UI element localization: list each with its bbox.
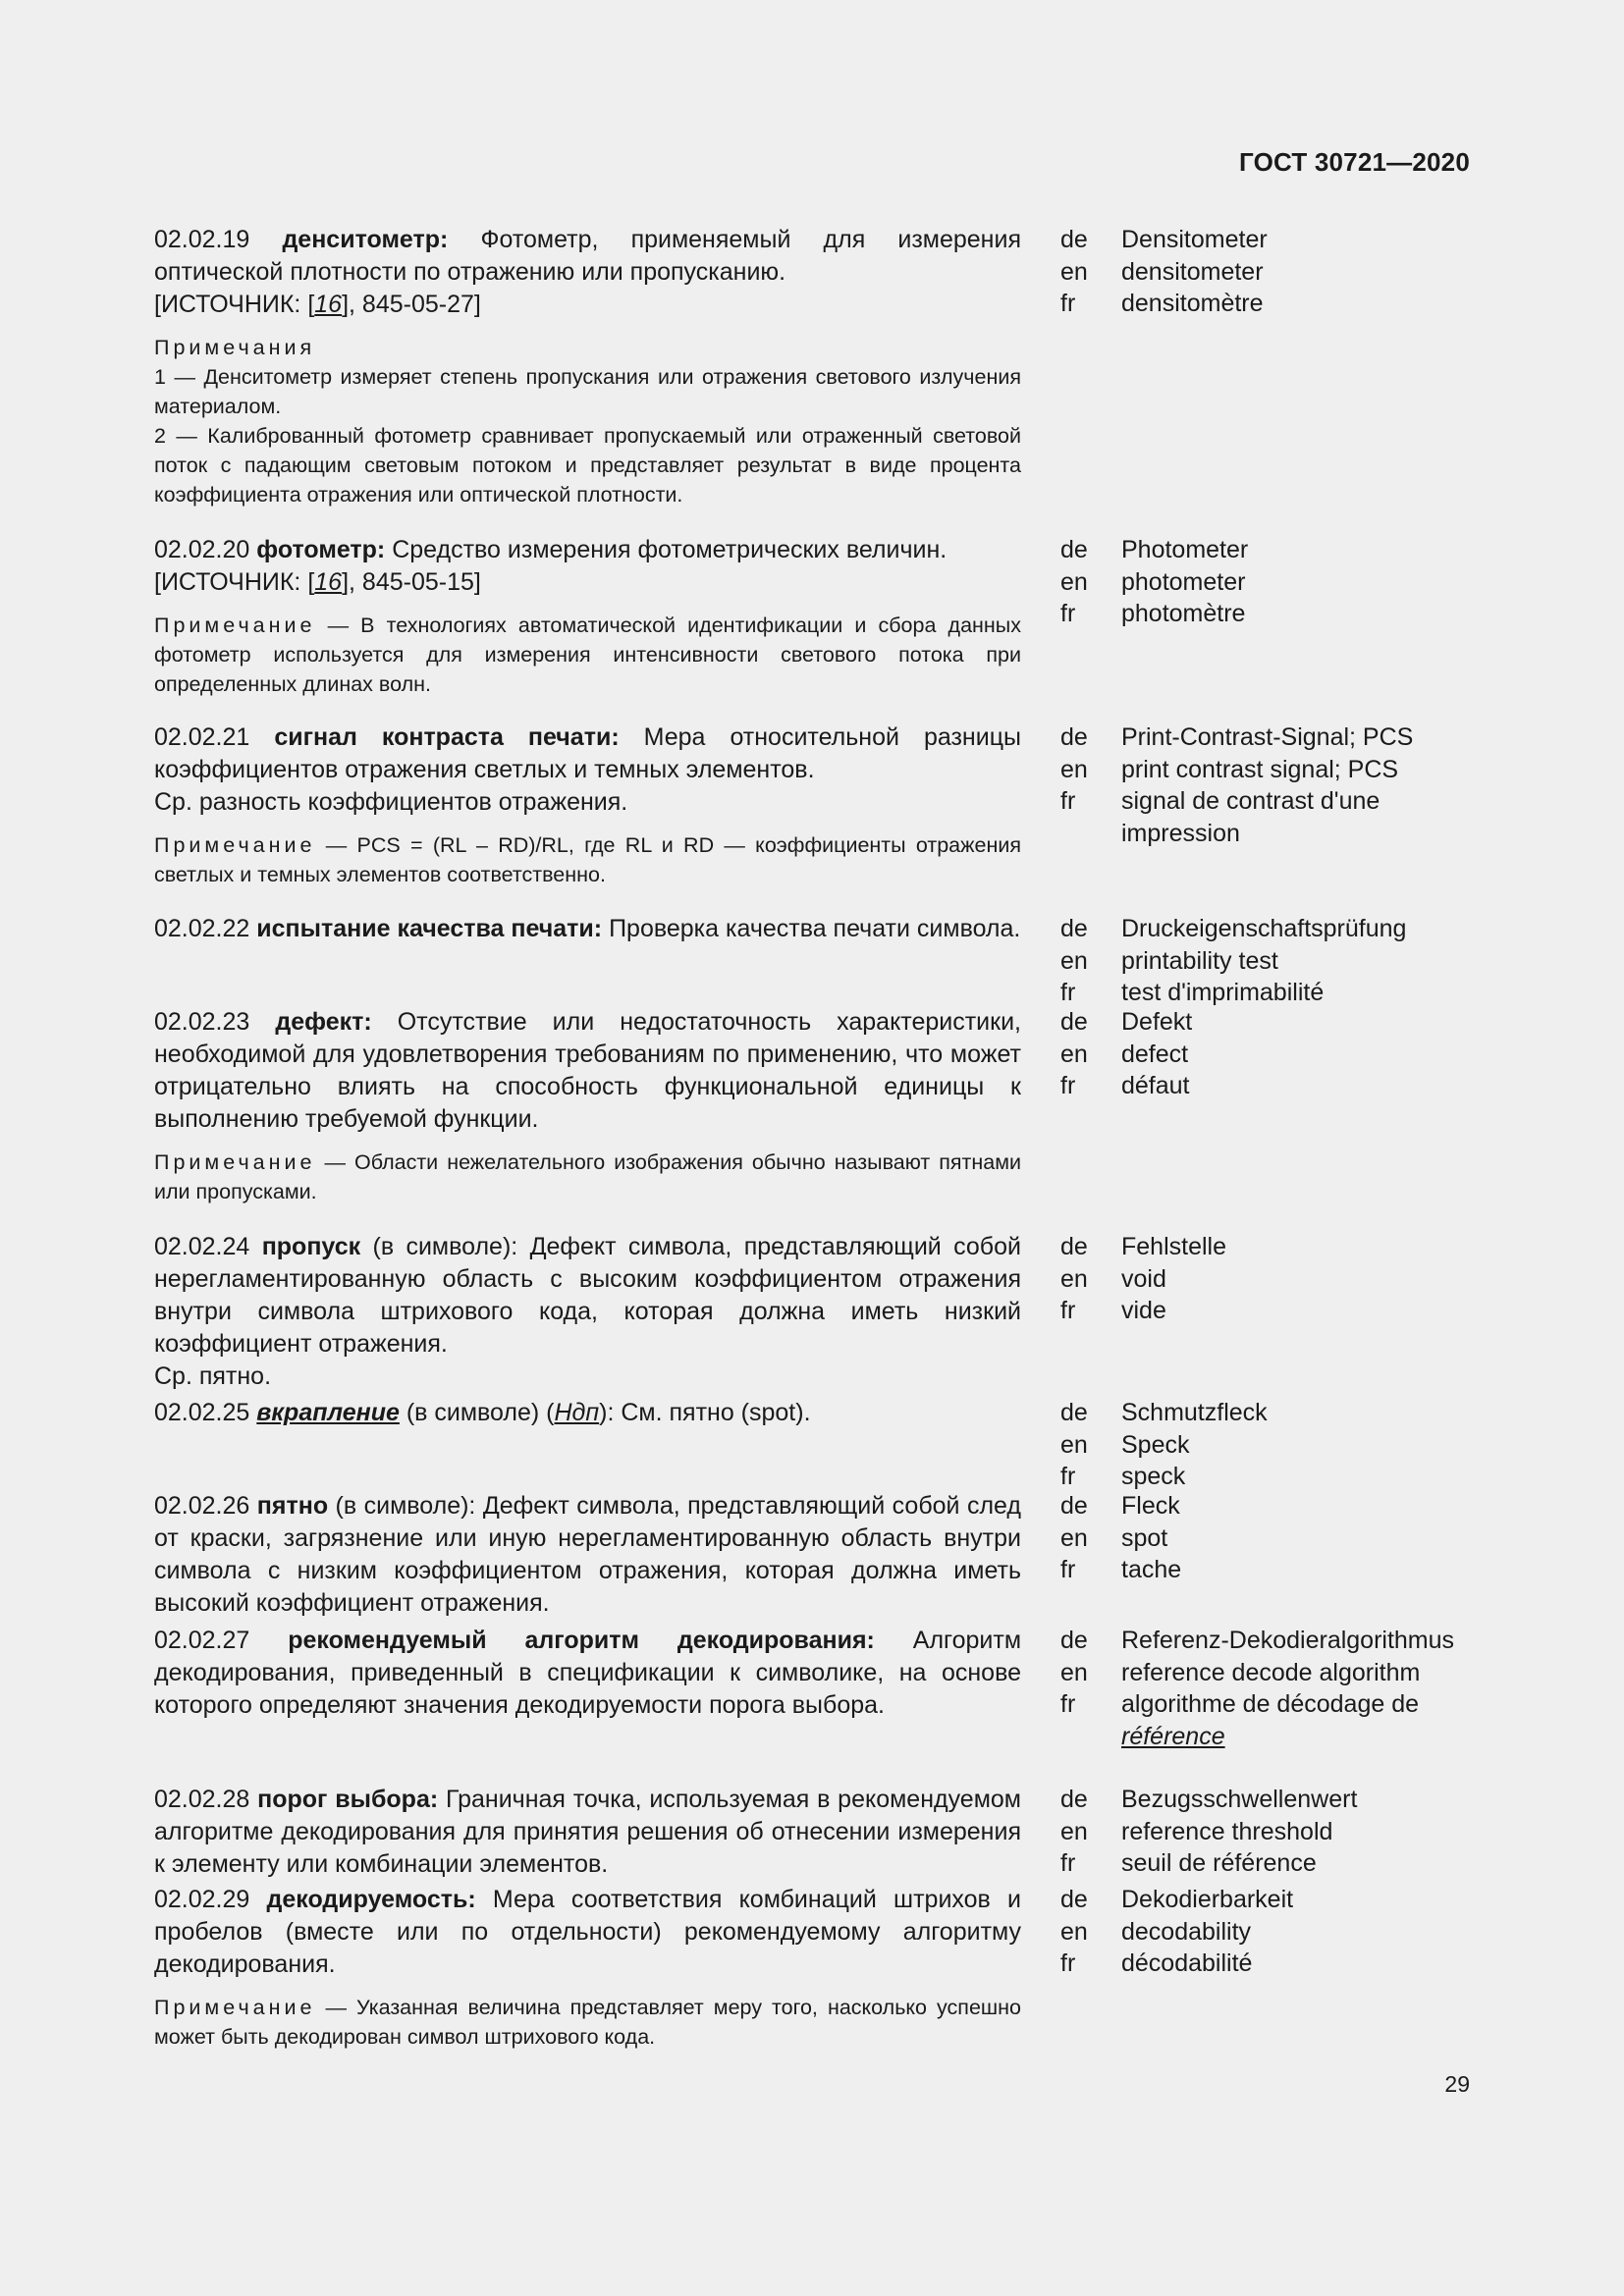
entry-number: 02.02.28 xyxy=(154,1786,250,1813)
term-row xyxy=(1060,1263,1473,1296)
note-text: — В технологиях автоматической идентификации и сбора данных фотометр используется для измерения интенсивности светового потока при определенных длинах волн. xyxy=(154,614,1021,696)
ndp-marker: Ндп xyxy=(554,1399,600,1426)
lang-code: en xyxy=(1060,1817,1088,1845)
definition-text: Фотометр, применяемый для измерения оптической плотности по отражению или пропусканию. xyxy=(154,226,1021,286)
term-row xyxy=(1060,1916,1473,1949)
entry-term: декодируемость: xyxy=(266,1886,476,1913)
definition-text: Граничная точка, используемая в рекомендуемом алгоритме декодирования для принятия решения об отнесении измерения к элементу или комбинации элементов. xyxy=(154,1786,1021,1878)
term-word: reference decode algorithm xyxy=(1121,1658,1421,1686)
lang-code: de xyxy=(1060,1399,1088,1426)
entry-number: 02.02.19 xyxy=(154,226,250,253)
note xyxy=(154,333,1021,509)
entry-number: 02.02.20 xyxy=(154,536,250,563)
term-word: Photometer xyxy=(1121,536,1249,563)
term-row xyxy=(1060,1554,1473,1586)
term-equivalents xyxy=(1060,534,1473,630)
term-word: Fleck xyxy=(1121,1492,1180,1520)
term-equivalents xyxy=(1060,1625,1473,1752)
lang-code: de xyxy=(1060,1233,1088,1260)
term-row xyxy=(1060,1039,1473,1071)
definition xyxy=(154,1490,1021,1620)
term-equivalents xyxy=(1060,1490,1473,1586)
lang-code: de xyxy=(1060,1492,1088,1520)
entry-term-deprecated: вкрапление xyxy=(256,1399,400,1426)
note-heading: Примечание xyxy=(154,614,316,637)
entry-term: фотометр: xyxy=(256,536,386,563)
definition xyxy=(154,1006,1021,1206)
lang-code: en xyxy=(1060,946,1088,975)
definition xyxy=(154,1625,1021,1722)
term-word: Schmutzfleck xyxy=(1121,1399,1268,1426)
term-row xyxy=(1060,1816,1473,1848)
lang-code: fr xyxy=(1060,1849,1076,1877)
lang-code: fr xyxy=(1060,1072,1076,1099)
term-equivalents xyxy=(1060,913,1473,1009)
source-ref-link[interactable]: 16 xyxy=(314,568,343,596)
note xyxy=(154,1993,1021,2052)
entry-number: 02.02.23 xyxy=(154,1008,250,1036)
entry-term: порог выбора: xyxy=(257,1786,439,1813)
lang-code: fr xyxy=(1060,1556,1076,1583)
term-row xyxy=(1060,1948,1473,1980)
definition xyxy=(154,534,1021,699)
term-equivalents xyxy=(1060,1884,1473,1980)
lang-code: de xyxy=(1060,1886,1088,1913)
term-row xyxy=(1060,1397,1473,1429)
definition-text: Проверка качества печати символа. xyxy=(602,915,1021,942)
term-word: seuil de référence xyxy=(1121,1849,1317,1877)
term-equivalents xyxy=(1060,1784,1473,1880)
term-row xyxy=(1060,1784,1473,1816)
term-word: tache xyxy=(1121,1556,1182,1583)
cross-reference: Ср. разность коэффициентов отражения. xyxy=(154,788,628,816)
term-equivalents xyxy=(1060,1231,1473,1327)
term-row xyxy=(1060,1490,1473,1522)
term-row xyxy=(1060,1522,1473,1555)
term-row xyxy=(1060,224,1473,256)
lang-code: fr xyxy=(1060,290,1076,317)
source-ref-link[interactable]: 16 xyxy=(314,291,343,318)
term-word: densitomètre xyxy=(1121,290,1264,317)
term-word: algorithme de décodage de référence xyxy=(1121,1690,1420,1750)
lang-code: de xyxy=(1060,226,1088,253)
term-row xyxy=(1060,1625,1473,1657)
term-row xyxy=(1060,785,1473,849)
lang-code: en xyxy=(1060,1264,1088,1293)
lang-code: fr xyxy=(1060,979,1076,1006)
term-word: print contrast signal; PCS xyxy=(1121,755,1399,783)
lang-code: de xyxy=(1060,723,1088,751)
parenthetical: (вместе или по отдельности) xyxy=(285,1918,662,1946)
lang-code: de xyxy=(1060,1627,1088,1654)
source: [ИСТОЧНИК: [16], 845-05-27] xyxy=(154,291,481,318)
note-heading: Примечание xyxy=(154,1150,316,1174)
term-word: Defekt xyxy=(1121,1008,1193,1036)
note-heading: Примечание xyxy=(154,833,316,857)
term-row xyxy=(1060,1070,1473,1102)
lang-code: en xyxy=(1060,567,1088,596)
document-id: ГОСТ 30721—2020 xyxy=(1239,147,1470,177)
term-word: photomètre xyxy=(1121,600,1246,627)
term-word: Bezugsschwellenwert xyxy=(1121,1786,1358,1813)
note xyxy=(154,611,1021,699)
term-row xyxy=(1060,566,1473,599)
definition xyxy=(154,1784,1021,1881)
entry-number: 02.02.25 xyxy=(154,1399,250,1426)
note-item: 2 — Калиброванный фотометр сравнивает пропускаемый или отраженный световой поток с падающим световым потоком и представляет результат в виде процента коэффициента отражения или оптической плотности. xyxy=(154,424,1021,507)
term-row xyxy=(1060,1006,1473,1039)
definition xyxy=(154,913,1021,945)
entry-term: пропуск xyxy=(261,1233,361,1260)
term-word: defect xyxy=(1121,1040,1189,1068)
definition: 02.02.25 вкрапление (в символе) (Ндп): См. пятно (spot). xyxy=(154,1399,811,1426)
lang-code: de xyxy=(1060,915,1088,942)
lang-code: fr xyxy=(1060,1297,1076,1324)
definition xyxy=(154,224,1021,509)
entry-term: денситометр: xyxy=(282,226,449,253)
definition-text: Отсутствие или недостаточность характеристики, необходимой для удовлетворения требованиям по применению, что может отрицательно влиять на способность функциональной единицы к выполнению требуемой функции. xyxy=(154,1008,1021,1133)
lang-code: de xyxy=(1060,1786,1088,1813)
term-row xyxy=(1060,534,1473,566)
cross-reference: Ср. пятно. xyxy=(154,1362,272,1390)
lang-code: de xyxy=(1060,536,1088,563)
entry-term: пятно xyxy=(256,1492,329,1520)
definition-text: Мера относительной разницы коэффициентов отражения светлых и темных элементов. xyxy=(154,723,1021,783)
term-row xyxy=(1060,1429,1473,1462)
definition-text: Средство измерения фотометрических величин. xyxy=(385,536,947,563)
term-word: Dekodierbarkeit xyxy=(1121,1886,1294,1913)
term-row xyxy=(1060,754,1473,786)
definition xyxy=(154,1231,1021,1393)
term-row xyxy=(1060,1688,1473,1752)
term-word: densitometer xyxy=(1121,257,1264,286)
note-text: — PCS = (RL – RD)/RL, где RL и RD — коэффициенты отражения светлых и темных элементов соответственно. xyxy=(154,833,1021,886)
lang-code: en xyxy=(1060,1658,1088,1686)
term-word: decodability xyxy=(1121,1917,1252,1946)
term-row xyxy=(1060,1847,1473,1880)
lang-code: en xyxy=(1060,755,1088,783)
term-equivalents xyxy=(1060,1397,1473,1493)
lang-code: en xyxy=(1060,257,1088,286)
entry-number: 02.02.26 xyxy=(154,1492,250,1520)
entry-number: 02.02.29 xyxy=(154,1886,250,1913)
term-row xyxy=(1060,1461,1473,1493)
lang-code: fr xyxy=(1060,1463,1076,1490)
note-text: — Указанная величина представляет меру того, насколько успешно может быть декодирован символ штрихового кода. xyxy=(154,1996,1021,2049)
term-row xyxy=(1060,598,1473,630)
lang-code: de xyxy=(1060,1008,1088,1036)
term-row xyxy=(1060,913,1473,945)
lang-code: fr xyxy=(1060,1949,1076,1977)
term-word: printability test xyxy=(1121,946,1278,975)
term-row xyxy=(1060,256,1473,289)
entry-term: рекомендуемый алгоритм декодирования: xyxy=(288,1627,875,1654)
note-heading: Примечания xyxy=(154,336,316,359)
term-equivalents xyxy=(1060,224,1473,320)
term-word: void xyxy=(1121,1264,1166,1293)
definition-text: (в символе): Дефект символа, представляющий собой нерегламентированную область с высоким коэффициентом отражения внутри символа штрихового кода, которая должна иметь низкий коэффициент отражения. xyxy=(154,1233,1021,1358)
definition-text: ): См. пятно (spot). xyxy=(599,1399,811,1426)
term-equivalents xyxy=(1060,1006,1473,1102)
definition-text: (в символе): Дефект символа, представляющий собой след от краски, загрязнение или иную нерегламентированную область внутри символа с низким коэффициентом отражения, которая должна иметь высокий коэффициент отражения. xyxy=(154,1492,1021,1617)
term-word: Fehlstelle xyxy=(1121,1233,1226,1260)
entry-number: 02.02.22 xyxy=(154,915,250,942)
term-word: Referenz-Dekodieralgorithmus xyxy=(1121,1627,1455,1654)
definition-text: рекомендуемому алгоритму декодирования. xyxy=(154,1918,1021,1978)
term-equivalents xyxy=(1060,721,1473,849)
definition xyxy=(154,721,1021,889)
entry-number: 02.02.24 xyxy=(154,1233,250,1260)
term-word: photometer xyxy=(1121,567,1246,596)
lang-code: fr xyxy=(1060,600,1076,627)
term-word: reference threshold xyxy=(1121,1817,1333,1845)
term-word: vide xyxy=(1121,1297,1166,1324)
term-word: décodabilité xyxy=(1121,1949,1253,1977)
term-row xyxy=(1060,945,1473,978)
note-heading: Примечание xyxy=(154,1996,316,2019)
term-word: Speck xyxy=(1121,1430,1190,1459)
entry-term: сигнал контраста печати: xyxy=(274,723,620,751)
entry-number: 02.02.27 xyxy=(154,1627,250,1654)
lang-code: fr xyxy=(1060,787,1076,815)
note-item: 1 — Денситометр измеряет степень пропускания или отражения светового излучения материалом. xyxy=(154,365,1021,418)
term-row xyxy=(1060,1884,1473,1916)
entry-term: дефект: xyxy=(275,1008,372,1036)
lang-code: en xyxy=(1060,1523,1088,1552)
lang-code: en xyxy=(1060,1430,1088,1459)
entry-number: 02.02.21 xyxy=(154,723,250,751)
lang-code: en xyxy=(1060,1040,1088,1068)
term-word: Print-Contrast-Signal; PCS xyxy=(1121,723,1414,751)
note xyxy=(154,830,1021,889)
term-word: Densitometer xyxy=(1121,226,1268,253)
term-row xyxy=(1060,977,1473,1009)
term-word: test d'imprimabilité xyxy=(1121,979,1325,1006)
term-row xyxy=(1060,288,1473,320)
page-number: 29 xyxy=(1444,2071,1470,2097)
term-row xyxy=(1060,1657,1473,1689)
entry-term: испытание качества печати: xyxy=(256,915,603,942)
lang-code: fr xyxy=(1060,1690,1076,1718)
term-word: défaut xyxy=(1121,1072,1190,1099)
term-row xyxy=(1060,1231,1473,1263)
source: [ИСТОЧНИК: [16], 845-05-15] xyxy=(154,568,481,596)
term-word-ref: référence xyxy=(1121,1722,1225,1750)
term-word: speck xyxy=(1121,1463,1186,1490)
definition: 02.02.29 декодируемость: Мера соответствия комбинаций штрихов и пробелов (вместе или по отдельности) рекомендуемому алгоритму декодирования. Примечание — Указанная величина представляет меру того, насколько успешно может быть декодирован символ штрихового кода. xyxy=(154,1884,1021,2052)
term-row xyxy=(1060,721,1473,754)
lang-code: en xyxy=(1060,1917,1088,1946)
definition-text: Алгоритм декодирования, приведенный в спецификации к символике, на основе которого определяют значения декодируемости порога выбора. xyxy=(154,1627,1022,1719)
term-word: spot xyxy=(1121,1523,1168,1552)
term-word: signal de contrast d'une impression xyxy=(1121,787,1380,847)
note-text: — Области нежелательного изображения обычно называют пятнами или пропусками. xyxy=(154,1150,1021,1203)
term-word: Druckeigenschaftsprüfung xyxy=(1121,915,1407,942)
term-row xyxy=(1060,1295,1473,1327)
note xyxy=(154,1148,1021,1206)
